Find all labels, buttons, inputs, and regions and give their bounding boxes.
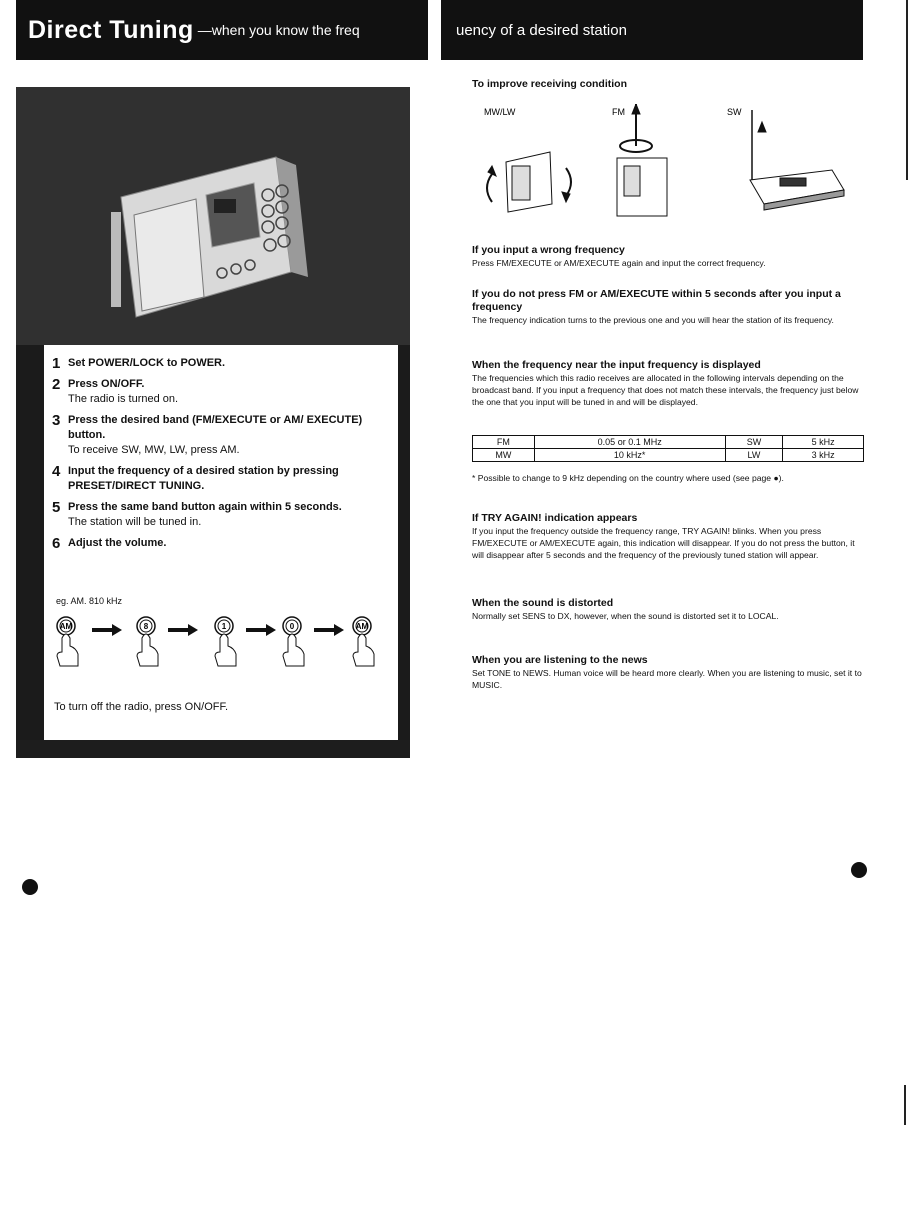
section-body: The frequencies which this radio receives are allocated in the following intervals depending on the broadcast band. If you input a frequency that does not match these intervals, the frequency just below the one that you input will be tuned in and will be displayed. [472, 373, 859, 407]
step-description: The radio is turned on. [68, 393, 179, 405]
step-title: Press ON/OFF. [68, 378, 145, 390]
key-sequence-diagram [52, 612, 382, 672]
table-footnote: * Possible to change to 9 kHz depending on the country where used (see page ●). [472, 473, 784, 483]
frequency-table-wrap [472, 435, 867, 462]
section-heading: When the sound is distorted [472, 597, 614, 609]
section-body: Set TONE to NEWS. Human voice will be heard more clearly. When you are listening to music, set it to MUSIC. [472, 668, 862, 690]
step-description: To receive SW, MW, LW, press AM. [68, 444, 240, 456]
frequency-table [472, 435, 864, 462]
step-item [52, 500, 392, 530]
table-cell: FM [473, 436, 535, 449]
finger-press-icon [283, 617, 304, 666]
step-number: 4 [52, 463, 61, 480]
step-title: Press the desired band (FM/EXECUTE or AM/ EXECUTE) button. [68, 414, 363, 441]
section-distorted [472, 597, 867, 622]
edge-line [906, 0, 908, 180]
improve-heading: To improve receiving condition [472, 78, 627, 90]
step-title: Adjust the volume. [68, 537, 167, 549]
page-subtitle-right: uency of a desired station [456, 21, 627, 39]
section-body: The frequency indication turns to the previous one and you will hear the station of its frequency. [472, 315, 834, 325]
key-label: AM [59, 622, 73, 631]
key-label: 8 [143, 622, 149, 631]
step-title: Input the frequency of a desired station by pressing PRESET/DIRECT TUNING. [68, 465, 339, 492]
step-number: 2 [52, 376, 61, 393]
step-number: 6 [52, 535, 61, 552]
key-label: 0 [289, 622, 295, 631]
section-heading: When the frequency near the input frequency is displayed [472, 359, 761, 371]
table-row [473, 449, 864, 462]
section-heading: If you input a wrong frequency [472, 244, 625, 256]
section-news [472, 654, 867, 691]
antenna-diagram [472, 104, 867, 234]
section-heading: If TRY AGAIN! indication appears [472, 512, 638, 524]
section-body: If you input the frequency outside the frequency range, TRY AGAIN! blinks. When you press FM/EXECUTE or AM/EXECUTE again, this indication will disappear. If you do not press the button, it will disappear after 5 seconds and the frequency of the previously tuned station will appear. [472, 526, 855, 560]
panel-bottom-strip [16, 740, 410, 758]
section-try-again [472, 512, 867, 561]
turn-off-note: To turn off the radio, press ON/OFF. [54, 701, 229, 713]
table-cell: MW [473, 449, 535, 462]
section-body: Press FM/EXECUTE or AM/EXECUTE again and input the correct frequency. [472, 258, 766, 268]
section-body: Normally set SENS to DX, however, when the sound is distorted set it to LOCAL. [472, 611, 779, 621]
radio-photo [16, 87, 410, 345]
finger-press-icon [57, 617, 78, 666]
step-title: Set POWER/LOCK to POWER. [68, 357, 226, 369]
step-number: 5 [52, 499, 61, 516]
step-title: Press the same band button again within 5 seconds. [68, 501, 342, 513]
antenna-illustration [472, 104, 867, 224]
section-heading: If you do not press FM or AM/EXECUTE within 5 seconds after you input a frequency [472, 288, 841, 313]
step-item [52, 536, 392, 551]
step-item [52, 464, 392, 494]
section-near-frequency [472, 359, 867, 408]
band-label-mwlw: MW/LW [484, 107, 516, 117]
key-label: 1 [221, 622, 227, 631]
step-item [52, 377, 392, 407]
example-label: eg. AM. 810 kHz [56, 596, 123, 606]
table-cell: LW [725, 449, 783, 462]
section-timeout [472, 288, 867, 326]
table-cell: 0.05 or 0.1 MHz [534, 436, 725, 449]
finger-press-icon [215, 617, 236, 666]
radio-illustration [16, 87, 410, 345]
step-number: 1 [52, 355, 61, 372]
section-wrong-frequency [472, 244, 867, 269]
key-label: AM [355, 622, 369, 631]
edge-line [904, 1085, 906, 1125]
table-cell: SW [725, 436, 783, 449]
table-cell: 5 kHz [783, 436, 864, 449]
registration-mark [851, 862, 867, 878]
section-heading: When you are listening to the news [472, 654, 648, 666]
registration-mark [22, 879, 38, 895]
table-cell: 3 kHz [783, 449, 864, 462]
page-header-right [441, 0, 863, 60]
page-subtitle-left: —when you know the freq [197, 22, 360, 38]
step-item [52, 413, 392, 458]
step-number: 3 [52, 412, 61, 429]
band-label-fm: FM [612, 107, 625, 117]
page-header-left [16, 0, 428, 60]
table-row [473, 436, 864, 449]
finger-press-icon [353, 617, 374, 666]
band-label-sw: SW [727, 107, 742, 117]
table-cell: 10 kHz* [534, 449, 725, 462]
finger-press-icon [137, 617, 158, 666]
step-item [52, 356, 392, 371]
step-description: The station will be tuned in. [68, 516, 202, 528]
steps-list [52, 356, 392, 557]
page-title: Direct Tuning [28, 15, 194, 44]
